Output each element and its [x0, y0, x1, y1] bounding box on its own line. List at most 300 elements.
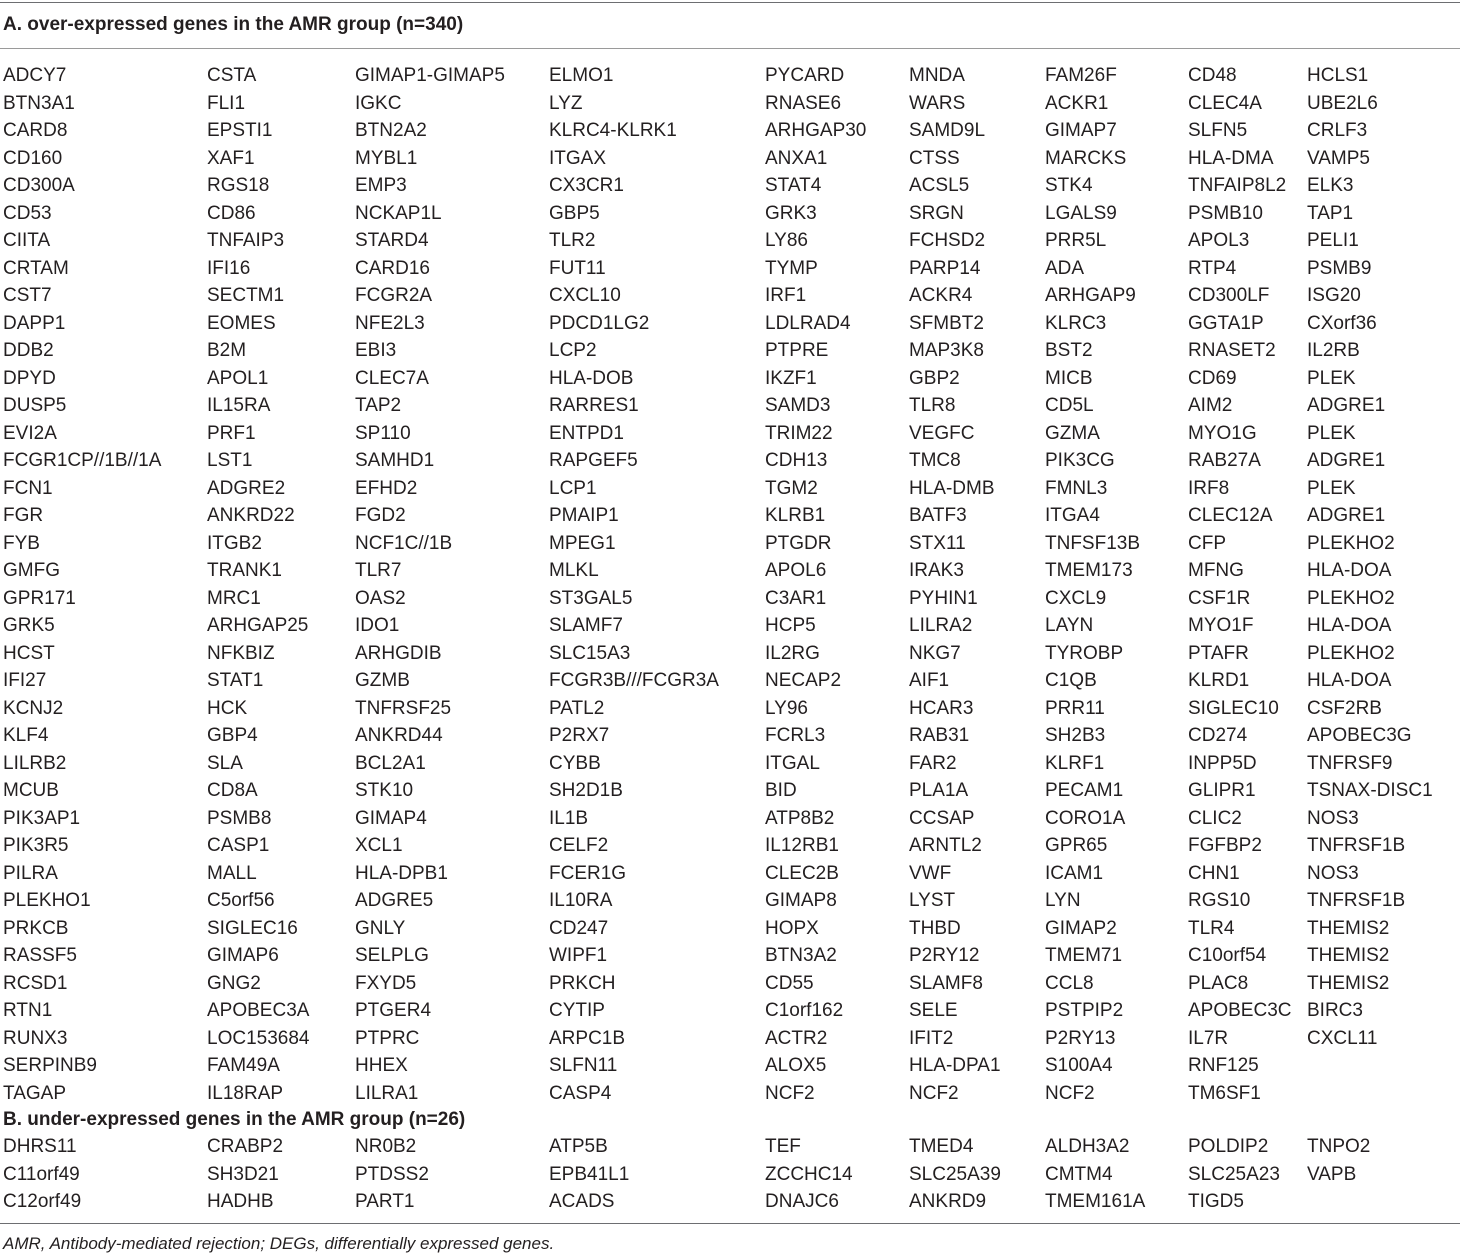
- gene-cell: LY86: [765, 230, 808, 251]
- gene-cell: GPR171: [3, 587, 76, 609]
- gene-cell: CIITA: [3, 230, 51, 251]
- gene-cell: FLI1: [207, 92, 246, 114]
- gene-cell: GMFG: [3, 560, 60, 581]
- gene-cell: [1304, 1052, 1460, 1080]
- gene-cell: PLEKHO2: [1307, 642, 1395, 664]
- over-expressed-genes-table: [0, 62, 1460, 1107]
- gene-cell: IFI16: [207, 257, 251, 279]
- gene-cell: CD300LF: [1188, 285, 1270, 306]
- gene-cell: CTSS: [909, 147, 960, 169]
- gene-cell: APOBEC3G: [1307, 725, 1412, 746]
- gene-cell: MYO1F: [1188, 615, 1254, 636]
- gene-cell: HLA-DOA: [1307, 560, 1392, 581]
- gene-cell: EFHD2: [355, 477, 418, 499]
- gene-cell: ITGAX: [549, 147, 607, 169]
- gene-cell: PTGER4: [355, 1000, 432, 1021]
- gene-cell: FAM49A: [207, 1055, 280, 1076]
- gene-cell: MICB: [1045, 367, 1093, 389]
- gene-cell: RNASE6: [765, 92, 842, 114]
- gene-cell: FCRL3: [765, 725, 826, 746]
- gene-cell: CD86: [207, 202, 256, 224]
- gene-cell: ANKRD44: [355, 725, 443, 746]
- gene-cell: CLEC2B: [765, 862, 839, 884]
- gene-cell: KLRC3: [1045, 312, 1107, 334]
- gene-cell: GGTA1P: [1188, 312, 1264, 334]
- gene-cell: RTN1: [3, 1000, 53, 1021]
- gene-cell: GIMAP8: [765, 890, 837, 911]
- gene-cell: VAMP5: [1307, 147, 1371, 169]
- gene-cell: TIGD5: [1188, 1191, 1244, 1212]
- gene-cell: ALOX5: [765, 1055, 827, 1076]
- gene-cell: P2RY13: [1045, 1027, 1116, 1049]
- gene-cell: GZMA: [1045, 422, 1100, 444]
- gene-cell: CFP: [1188, 532, 1226, 554]
- gene-cell: FUT11: [549, 257, 606, 279]
- gene-cell: FAR2: [909, 752, 957, 774]
- gene-cell: TEF: [765, 1136, 801, 1157]
- gene-cell: P2RY12: [909, 945, 980, 966]
- gene-cell: FGD2: [355, 505, 406, 526]
- gene-cell: TMEM161A: [1045, 1191, 1146, 1212]
- gene-cell: RGS18: [207, 175, 270, 196]
- gene-cell: ALDH3A2: [1045, 1136, 1130, 1157]
- gene-cell: ITGB2: [207, 532, 262, 554]
- gene-cell: APOBEC3A: [207, 1000, 310, 1021]
- gene-cell: CRLF3: [1307, 120, 1368, 141]
- gene-cell: CCSAP: [909, 807, 975, 829]
- gene-cell: TGM2: [765, 477, 818, 499]
- gene-cell: EPB41L1: [549, 1163, 630, 1185]
- gene-cell: GRK3: [765, 202, 817, 224]
- gene-cell: IRF1: [765, 285, 807, 306]
- gene-cell: SRGN: [909, 202, 964, 224]
- gene-cell: SFMBT2: [909, 312, 984, 334]
- gene-cell: ARHGAP25: [207, 615, 309, 636]
- gene-cell: XAF1: [207, 147, 255, 169]
- gene-cell: BIRC3: [1307, 1000, 1363, 1021]
- gene-cell: ACSL5: [909, 175, 970, 196]
- gene-cell: ADGRE2: [207, 477, 286, 499]
- gene-cell: EVI2A: [3, 422, 57, 444]
- gene-cell: CD53: [3, 202, 52, 224]
- gene-cell: SLAMF8: [909, 972, 983, 994]
- gene-cell: CLEC7A: [355, 367, 429, 389]
- gene-cell: NCF2: [1045, 1082, 1095, 1104]
- gene-cell: SH2B3: [1045, 725, 1106, 746]
- table-footnote: AMR, Antibody-mediated rejection; DEGs, differentially expressed genes.: [3, 1234, 555, 1253]
- gene-cell: CARD16: [355, 257, 430, 279]
- gene-cell: VAPB: [1307, 1163, 1357, 1185]
- gene-cell: PYHIN1: [909, 587, 978, 609]
- gene-cell: CRTAM: [3, 257, 69, 279]
- gene-cell: HOPX: [765, 917, 819, 939]
- gene-cell: SH3D21: [207, 1163, 279, 1185]
- gene-cell: CLEC4A: [1188, 92, 1262, 114]
- gene-cell: TNFAIP3: [207, 230, 285, 251]
- gene-cell: ADGRE1: [1307, 505, 1386, 526]
- gene-cell: RARRES1: [549, 395, 639, 416]
- gene-cell: IFI27: [3, 670, 47, 691]
- gene-cell: CD48: [1188, 65, 1237, 86]
- gene-cell: LYN: [1045, 890, 1081, 911]
- gene-cell: IL12RB1: [765, 835, 839, 856]
- gene-cell: PRKCB: [3, 917, 69, 939]
- gene-cell: SLC15A3: [549, 642, 631, 664]
- gene-cell: PSMB8: [207, 807, 272, 829]
- gene-cell: EOMES: [207, 312, 276, 334]
- gene-cell: APOL1: [207, 367, 269, 389]
- gene-cell: CDH13: [765, 450, 828, 471]
- gene-cell: PLEK: [1307, 477, 1356, 499]
- gene-cell: TYROBP: [1045, 642, 1124, 664]
- gene-cell: PIK3CG: [1045, 450, 1115, 471]
- gene-cell: TYMP: [765, 257, 818, 279]
- gene-cell: TNFRSF25: [355, 697, 452, 719]
- gene-cell: MNDA: [909, 65, 965, 86]
- gene-cell: CSTA: [207, 65, 257, 86]
- gene-cell: GBP2: [909, 367, 960, 389]
- gene-cell: CARD8: [3, 120, 68, 141]
- gene-cell: C3AR1: [765, 587, 827, 609]
- gene-cell: GNLY: [355, 917, 406, 939]
- gene-cell: STK10: [355, 780, 414, 801]
- gene-cell: TNFAIP8L2: [1188, 175, 1287, 196]
- gene-cell: GRK5: [3, 615, 55, 636]
- gene-cell: PTDSS2: [355, 1163, 429, 1185]
- gene-cell: TLR8: [909, 395, 956, 416]
- gene-cell: MFNG: [1188, 560, 1244, 581]
- gene-cell: NECAP2: [765, 670, 842, 691]
- gene-cell: TRANK1: [207, 560, 282, 581]
- gene-cell: SIGLEC16: [207, 917, 298, 939]
- gene-cell: PILRA: [3, 862, 58, 884]
- gene-cell: NFE2L3: [355, 312, 425, 334]
- gene-cell: CMTM4: [1045, 1163, 1113, 1185]
- gene-cell: SLFN11: [549, 1055, 618, 1076]
- gene-cell: KLRF1: [1045, 752, 1105, 774]
- gene-cell: PYCARD: [765, 65, 845, 86]
- gene-cell: ZCCHC14: [765, 1163, 853, 1185]
- gene-cell: EBI3: [355, 340, 397, 361]
- gene-cell: GLIPR1: [1188, 780, 1256, 801]
- gene-cell: PTAFR: [1188, 642, 1249, 664]
- gene-cell: TMED4: [909, 1136, 974, 1157]
- gene-cell: THEMIS2: [1307, 917, 1390, 939]
- gene-cell: HLA-DOB: [549, 367, 634, 389]
- gene-cell: PLEKHO2: [1307, 587, 1395, 609]
- gene-cell: TNFSF13B: [1045, 532, 1141, 554]
- gene-cell: CYBB: [549, 752, 601, 774]
- gene-cell: SLAMF7: [549, 615, 623, 636]
- gene-cell: LCP2: [549, 340, 597, 361]
- gene-cell: MCUB: [3, 780, 59, 801]
- gene-cell: CLIC2: [1188, 807, 1242, 829]
- gene-cell: STAT1: [207, 670, 264, 691]
- gene-cell: KLRD1: [1188, 670, 1250, 691]
- gene-cell: CRABP2: [207, 1136, 284, 1157]
- gene-cell: BCL2A1: [355, 752, 426, 774]
- gene-cell: DPYD: [3, 367, 56, 389]
- gene-cell: VWF: [909, 862, 952, 884]
- gene-cell: CD8A: [207, 780, 258, 801]
- gene-cell: ISG20: [1307, 285, 1361, 306]
- gene-cell: SAMD3: [765, 395, 831, 416]
- gene-cell: S100A4: [1045, 1055, 1113, 1076]
- gene-cell: CXCL9: [1045, 587, 1107, 609]
- gene-cell: ARPC1B: [549, 1027, 626, 1049]
- gene-cell: PSMB9: [1307, 257, 1372, 279]
- gene-cell: MRC1: [207, 587, 261, 609]
- gene-cell: CSF1R: [1188, 587, 1251, 609]
- gene-cell: THEMIS2: [1307, 972, 1390, 994]
- gene-cell: PLAC8: [1188, 972, 1249, 994]
- gene-cell: ATP8B2: [765, 807, 835, 829]
- gene-cell: DDB2: [3, 340, 54, 361]
- gene-cell: NR0B2: [355, 1136, 417, 1157]
- gene-cell: XCL1: [355, 835, 403, 856]
- under-expressed-genes-table: [0, 1133, 1460, 1216]
- gene-cell: TAGAP: [3, 1082, 66, 1104]
- gene-cell: STK4: [1045, 175, 1093, 196]
- gene-cell: TMEM173: [1045, 560, 1133, 581]
- gene-cell: LILRA2: [909, 615, 973, 636]
- gene-cell: PIK3AP1: [3, 807, 81, 829]
- gene-cell: FCER1G: [549, 862, 627, 884]
- gene-cell: CXCL10: [549, 285, 621, 306]
- gene-cell: ADGRE1: [1307, 450, 1386, 471]
- gene-cell: INPP5D: [1188, 752, 1257, 774]
- gene-cell: CXorf36: [1307, 312, 1377, 334]
- gene-cell: ARHGDIB: [355, 642, 442, 664]
- gene-cell: FXYD5: [355, 972, 417, 994]
- gene-cell: ARHGAP9: [1045, 285, 1136, 306]
- section-a-title: A. over-expressed genes in the AMR group (n=340): [3, 14, 464, 35]
- gene-cell: GPR65: [1045, 835, 1108, 856]
- gene-cell: LGALS9: [1045, 202, 1117, 224]
- gene-cell: ACKR1: [1045, 92, 1109, 114]
- gene-cell: BTN2A2: [355, 120, 427, 141]
- gene-cell: STAT4: [765, 175, 822, 196]
- gene-cell: MYBL1: [355, 147, 418, 169]
- gene-cell: C1orf162: [765, 1000, 844, 1021]
- gene-cell: LCP1: [549, 477, 597, 499]
- gene-cell: ACADS: [549, 1191, 615, 1212]
- gene-cell: PATL2: [549, 697, 605, 719]
- gene-cell: BST2: [1045, 340, 1093, 361]
- gene-cell: ARHGAP30: [765, 120, 867, 141]
- gene-cell: ATP5B: [549, 1136, 608, 1157]
- gene-cell: FMNL3: [1045, 477, 1108, 499]
- gene-cell: AIM2: [1188, 395, 1233, 416]
- gene-cell: KCNJ2: [3, 697, 64, 719]
- gene-cell: RCSD1: [3, 972, 68, 994]
- gene-cell: HCST: [3, 642, 55, 664]
- gene-cell: GIMAP4: [355, 807, 427, 829]
- gene-cell: IL1B: [549, 807, 589, 829]
- gene-cell: UBE2L6: [1307, 92, 1378, 114]
- gene-cell: MLKL: [549, 560, 599, 581]
- gene-cell: PTPRC: [355, 1027, 420, 1049]
- gene-cell: HLA-DMA: [1188, 147, 1274, 169]
- gene-cell: HLA-DPA1: [909, 1055, 1001, 1076]
- gene-cell: HCK: [207, 697, 248, 719]
- gene-cell: NCF2: [765, 1082, 815, 1104]
- gene-cell: GZMB: [355, 670, 410, 691]
- gene-cell: CHN1: [1188, 862, 1240, 884]
- gene-cell: LYST: [909, 890, 956, 911]
- gene-cell: PARP14: [909, 257, 981, 279]
- gene-cell: SIGLEC10: [1188, 697, 1279, 719]
- gene-cell: IFIT2: [909, 1027, 954, 1049]
- gene-cell: GIMAP2: [1045, 917, 1117, 939]
- gene-cell: THBD: [909, 917, 961, 939]
- gene-cell: PLEK: [1307, 367, 1356, 389]
- gene-cell: PMAIP1: [549, 505, 619, 526]
- gene-cell: NOS3: [1307, 807, 1359, 829]
- gene-cell: HCP5: [765, 615, 816, 636]
- gene-cell: PTGDR: [765, 532, 832, 554]
- gene-cell: CD69: [1188, 367, 1237, 389]
- gene-cell: PLEK: [1307, 422, 1356, 444]
- gene-cell: IRF8: [1188, 477, 1230, 499]
- gene-cell: OAS2: [355, 587, 406, 609]
- gene-cell: WIPF1: [549, 945, 608, 966]
- gene-cell: PTPRE: [765, 340, 829, 361]
- gene-cell: ADCY7: [3, 65, 67, 86]
- gene-cell: FCGR2A: [355, 285, 433, 306]
- gene-cell: RNASET2: [1188, 340, 1276, 361]
- gene-cell: IL2RG: [765, 642, 820, 664]
- gene-cell: GBP4: [207, 725, 258, 746]
- gene-cell: CD5L: [1045, 395, 1094, 416]
- gene-cell: APOBEC3C: [1188, 1000, 1292, 1021]
- gene-cell: CYTIP: [549, 1000, 605, 1021]
- gene-cell: HLA-DOA: [1307, 615, 1392, 636]
- gene-cell: PLEKHO1: [3, 890, 91, 911]
- gene-cell: TRIM22: [765, 422, 833, 444]
- gene-cell: TNFRSF1B: [1307, 835, 1406, 856]
- gene-cell: ANKRD22: [207, 505, 295, 526]
- gene-cell: KLRB1: [765, 505, 826, 526]
- gene-cell: CX3CR1: [549, 175, 624, 196]
- gene-cell: LOC153684: [207, 1027, 310, 1049]
- gene-cell: TAP1: [1307, 202, 1354, 224]
- gene-cell: MARCKS: [1045, 147, 1127, 169]
- gene-cell: BTN3A2: [765, 945, 837, 966]
- gene-cell: HADHB: [207, 1191, 274, 1212]
- gene-cell: SAMHD1: [355, 450, 435, 471]
- gene-cell: THEMIS2: [1307, 945, 1390, 966]
- section-b-title: B. under-expressed genes in the AMR group (n=26): [3, 1109, 466, 1130]
- gene-cell: NOS3: [1307, 862, 1359, 884]
- gene-cell: CD274: [1188, 725, 1248, 746]
- gene-cell: HLA-DPB1: [355, 862, 448, 884]
- gene-cell: HCLS1: [1307, 65, 1369, 86]
- gene-cell: LILRA1: [355, 1082, 419, 1104]
- gene-cell: DUSP5: [3, 395, 67, 416]
- gene-cell: MALL: [207, 862, 257, 884]
- gene-cell: IKZF1: [765, 367, 817, 389]
- gene-cell: TLR4: [1188, 917, 1235, 939]
- gene-cell: TMC8: [909, 450, 961, 471]
- gene-cell: ADGRE1: [1307, 395, 1386, 416]
- gene-cell: ANXA1: [765, 147, 828, 169]
- gene-cell: MPEG1: [549, 532, 616, 554]
- gene-cell: IL15RA: [207, 395, 271, 416]
- gene-cell: CELF2: [549, 835, 609, 856]
- gene-cell: VEGFC: [909, 422, 975, 444]
- gene-cell: ARNTL2: [909, 835, 982, 856]
- gene-cell: CORO1A: [1045, 807, 1126, 829]
- gene-cell: FCHSD2: [909, 230, 986, 251]
- gene-cell: IRAK3: [909, 560, 964, 581]
- gene-cell: TNPO2: [1307, 1136, 1371, 1157]
- gene-cell: PSTPIP2: [1045, 1000, 1124, 1021]
- gene-cell: IL18RAP: [207, 1082, 284, 1104]
- gene-cell: PLEKHO2: [1307, 532, 1395, 554]
- gene-cell: STARD4: [355, 230, 429, 251]
- gene-cell: SLC25A39: [909, 1163, 1001, 1185]
- gene-cell: P2RX7: [549, 725, 610, 746]
- gene-cell: RASSF5: [3, 945, 77, 966]
- gene-cell: FCN1: [3, 477, 53, 499]
- gene-cell: [1304, 1188, 1460, 1216]
- gene-cell: PRKCH: [549, 972, 616, 994]
- gene-cell: FAM26F: [1045, 65, 1117, 86]
- gene-cell: PELI1: [1307, 230, 1359, 251]
- gene-cell: GIMAP1-GIMAP5: [355, 65, 505, 86]
- gene-cell: PSMB10: [1188, 202, 1263, 224]
- gene-cell: BATF3: [909, 505, 967, 526]
- gene-cell: SERPINB9: [3, 1055, 97, 1076]
- table-bottom-rule: [0, 1223, 1460, 1224]
- gene-cell: IGKC: [355, 92, 402, 114]
- gene-cell: RNF125: [1188, 1055, 1259, 1076]
- gene-cell: SP110: [355, 422, 411, 444]
- gene-cell: ADGRE5: [355, 890, 434, 911]
- gene-cell: NCKAP1L: [355, 202, 442, 224]
- gene-cell: MYO1G: [1188, 422, 1257, 444]
- gene-cell: LYZ: [549, 92, 583, 114]
- gene-cell: ICAM1: [1045, 862, 1104, 884]
- gene-cell: RTP4: [1188, 257, 1237, 279]
- gene-cell: EPSTI1: [207, 120, 273, 141]
- gene-cell: ANKRD9: [909, 1191, 987, 1212]
- gene-cell: FYB: [3, 532, 40, 554]
- gene-cell: CD300A: [3, 175, 75, 196]
- gene-cell: RUNX3: [3, 1027, 68, 1049]
- gene-cell: ELMO1: [549, 65, 614, 86]
- gene-cell: IL7R: [1188, 1027, 1229, 1049]
- gene-cell: C10orf54: [1188, 945, 1267, 966]
- gene-cell: ADA: [1045, 257, 1085, 279]
- gene-cell: KLF4: [3, 725, 49, 746]
- gene-cell: SLA: [207, 752, 243, 774]
- gene-cell: ST3GAL5: [549, 587, 633, 609]
- gene-cell: RGS10: [1188, 890, 1251, 911]
- gene-cell: HCAR3: [909, 697, 974, 719]
- gene-cell: C5orf56: [207, 890, 275, 911]
- gene-cell: KLRC4-KLRK1: [549, 120, 677, 141]
- gene-cell: ACKR4: [909, 285, 973, 306]
- gene-cell: ITGAL: [765, 752, 820, 774]
- gene-cell: SLC25A23: [1188, 1163, 1280, 1185]
- gene-cell: NCF1C//1B: [355, 532, 453, 554]
- gene-cell: SECTM1: [207, 285, 285, 306]
- gene-cell: PIK3R5: [3, 835, 69, 856]
- gene-cell: PRR11: [1045, 697, 1105, 719]
- gene-cell: DNAJC6: [765, 1191, 839, 1212]
